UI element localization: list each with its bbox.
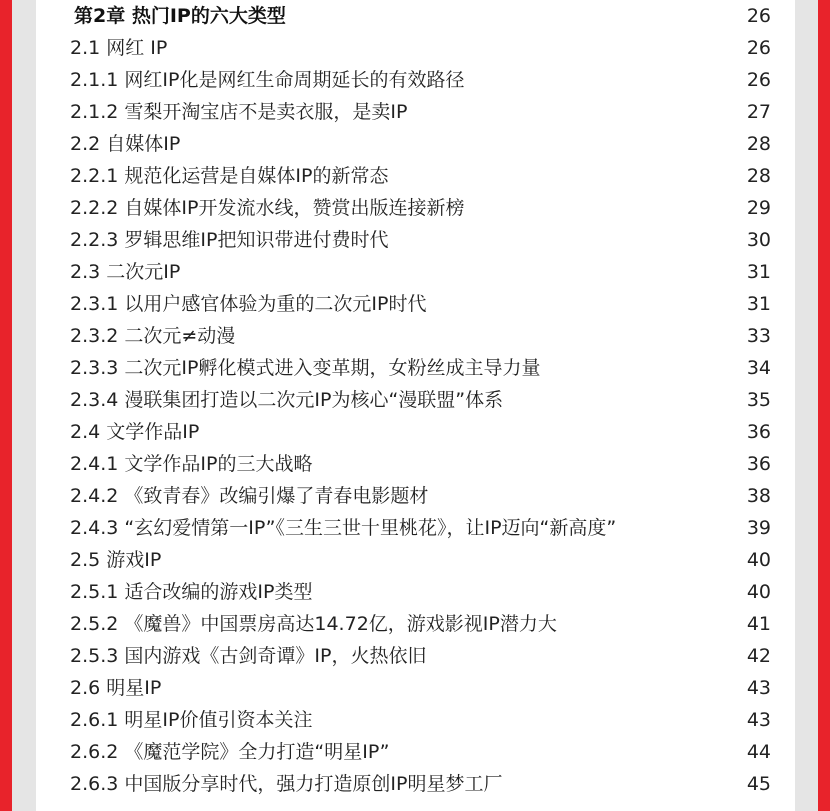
toc-entry-title: 2.1.2 雪梨开淘宝店不是卖衣服，是卖IP [70, 101, 408, 123]
toc-entry-page-number: 26 [746, 37, 771, 59]
toc-entry[interactable] [70, 416, 770, 448]
toc-chapter-heading[interactable] [70, 0, 770, 32]
toc-entry-title: 2.2.1 规范化运营是自媒体IP的新常态 [70, 165, 389, 187]
toc-entry-page-number: 26 [746, 69, 771, 91]
toc-entry[interactable] [70, 192, 770, 224]
toc-entry-title: 2.6.3 中国版分享时代，强力打造原创IP明星梦工厂 [70, 773, 503, 795]
toc-entry-page-number: 40 [746, 581, 771, 603]
toc-entry[interactable] [70, 640, 770, 672]
toc-entry-page-number: 40 [746, 549, 771, 571]
toc-page [36, 0, 795, 811]
toc-entry-title: 2.3.2 二次元≠动漫 [70, 325, 236, 347]
toc-entry-title: 2.3.3 二次元IP孵化模式进入变革期，女粉丝成主导力量 [70, 357, 541, 379]
toc-entry-page-number: 42 [746, 645, 771, 667]
toc-entry-title: 2.6.2 《魔范学院》全力打造“明星IP” [70, 741, 390, 763]
toc-entry[interactable] [70, 768, 770, 800]
toc-entry[interactable] [70, 480, 770, 512]
toc-entry-page-number: 28 [746, 165, 771, 187]
toc-entry[interactable] [70, 512, 770, 544]
toc-entry-title: 2.1 网红 IP [70, 37, 168, 59]
toc-entry-page-number: 36 [746, 421, 771, 443]
toc-entry[interactable] [70, 608, 770, 640]
toc-entry[interactable] [70, 672, 770, 704]
toc-entry[interactable] [70, 384, 770, 416]
toc-entry-page-number: 34 [746, 357, 771, 379]
toc-entry-page-number: 30 [746, 229, 771, 251]
toc-entry-title: 2.5.2 《魔兽》中国票房高达14.72亿，游戏影视IP潜力大 [70, 613, 557, 635]
toc-entry-page-number: 26 [746, 5, 771, 27]
toc-entry[interactable] [70, 320, 770, 352]
toc-entry[interactable] [70, 448, 770, 480]
toc-entry-title: 2.3.1 以用户感官体验为重的二次元IP时代 [70, 293, 427, 315]
toc-entry-page-number: 31 [746, 293, 771, 315]
toc-entry-page-number: 39 [746, 517, 771, 539]
toc-entry-title: 2.5.1 适合改编的游戏IP类型 [70, 581, 313, 603]
toc-entry[interactable] [70, 704, 770, 736]
toc-entry-page-number: 28 [746, 133, 771, 155]
toc-entry-page-number: 36 [746, 453, 771, 475]
table-of-contents [70, 0, 770, 800]
toc-entry-page-number: 33 [746, 325, 771, 347]
left-red-border [0, 0, 12, 811]
toc-entry-page-number: 44 [746, 741, 771, 763]
toc-entry[interactable] [70, 544, 770, 576]
toc-entry-page-number: 45 [746, 773, 771, 795]
toc-entry[interactable] [70, 576, 770, 608]
toc-entry[interactable] [70, 160, 770, 192]
toc-entry-title: 2.6 明星IP [70, 677, 162, 699]
toc-entry-title: 2.4.2 《致青春》改编引爆了青春电影题材 [70, 485, 429, 507]
toc-entry-title: 2.4 文学作品IP [70, 421, 200, 443]
toc-entry-page-number: 43 [746, 709, 771, 731]
toc-entry-title: 第2章 热门IP的六大类型 [74, 5, 286, 27]
toc-entry-title: 2.3.4 漫联集团打造以二次元IP为核心“漫联盟”体系 [70, 389, 504, 411]
toc-entry-page-number: 38 [746, 485, 771, 507]
toc-entry[interactable] [70, 32, 770, 64]
toc-entry-title: 2.4.3 “玄幻爱情第一IP”《三生三世十里桃花》，让IP迈向“新高度” [70, 517, 617, 539]
toc-entry-title: 2.5 游戏IP [70, 549, 162, 571]
toc-entry[interactable] [70, 352, 770, 384]
toc-entry-page-number: 43 [746, 677, 771, 699]
toc-entry[interactable] [70, 736, 770, 768]
toc-entry-title: 2.3 二次元IP [70, 261, 181, 283]
toc-entry[interactable] [70, 288, 770, 320]
toc-entry-page-number: 27 [746, 101, 771, 123]
toc-entry[interactable] [70, 96, 770, 128]
right-red-border [818, 0, 830, 811]
toc-entry-title: 2.1.1 网红IP化是网红生命周期延长的有效路径 [70, 69, 465, 91]
toc-entry[interactable] [70, 256, 770, 288]
toc-entry-page-number: 41 [746, 613, 771, 635]
toc-entry-page-number: 29 [746, 197, 771, 219]
toc-entry[interactable] [70, 64, 770, 96]
toc-entry-title: 2.2.2 自媒体IP开发流水线，赞赏出版连接新榜 [70, 197, 465, 219]
toc-entry-title: 2.5.3 国内游戏《古剑奇谭》IP，火热依旧 [70, 645, 427, 667]
toc-entry-title: 2.2 自媒体IP [70, 133, 181, 155]
toc-entry-title: 2.6.1 明星IP价值引资本关注 [70, 709, 313, 731]
toc-entry-title: 2.4.1 文学作品IP的三大战略 [70, 453, 313, 475]
toc-entry-page-number: 35 [746, 389, 771, 411]
toc-entry[interactable] [70, 224, 770, 256]
toc-entry[interactable] [70, 128, 770, 160]
toc-entry-title: 2.2.3 罗辑思维IP把知识带进付费时代 [70, 229, 389, 251]
toc-entry-page-number: 31 [746, 261, 771, 283]
